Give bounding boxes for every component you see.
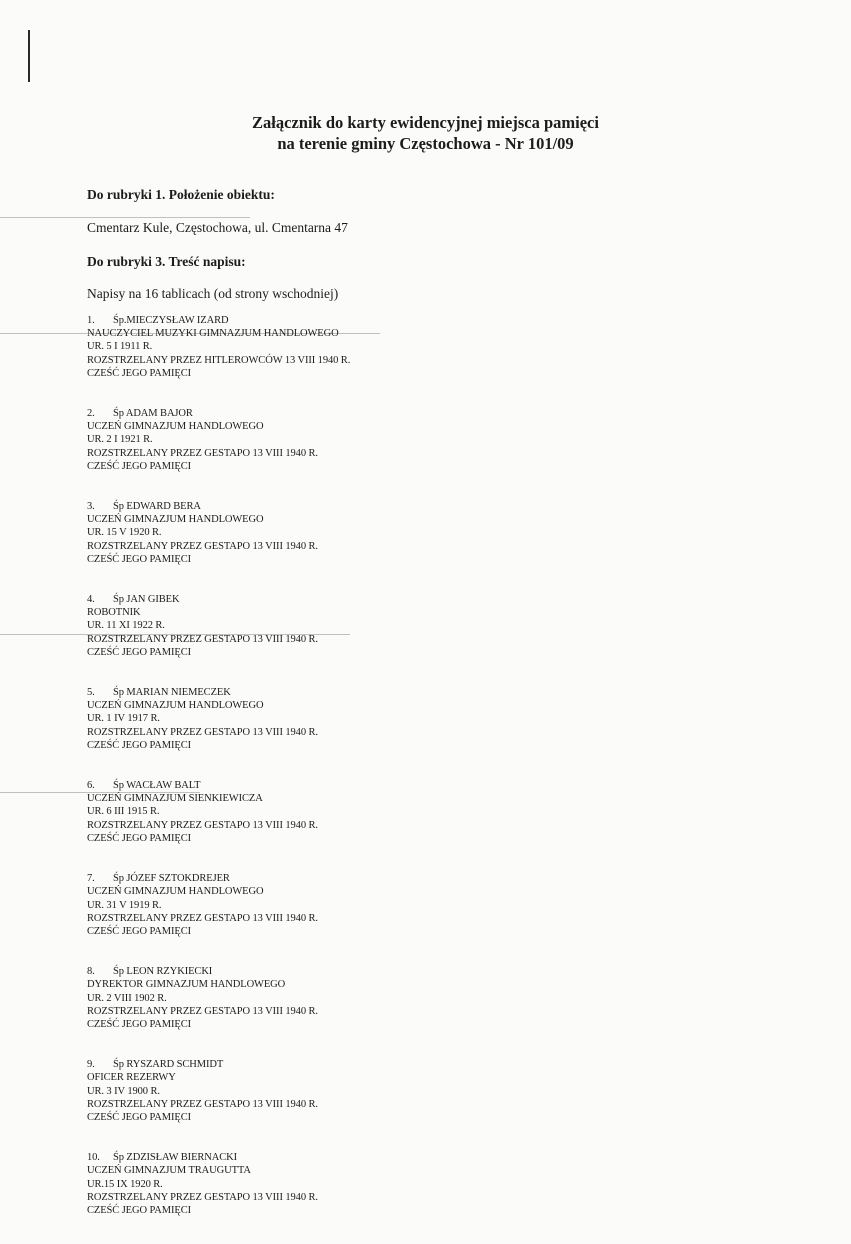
entry-death: ROZSTRZELANY PRZEZ GESTAPO 13 VIII 1940 R. (87, 540, 318, 552)
entry-name-line (87, 1058, 687, 1071)
entry-name-line (87, 872, 687, 885)
entry-name: Śp WACŁAW BALT (113, 780, 201, 792)
entry-honor: CZEŚĆ JEGO PAMIĘCI (87, 646, 191, 658)
entry-honor: CZEŚĆ JEGO PAMIĘCI (87, 367, 191, 379)
entry-name: Śp LEON RZYKIECKI (113, 966, 213, 978)
entry-role: UCZEŃ GIMNAZJUM TRAUGUTTA (87, 1165, 251, 1177)
document-title (0, 112, 851, 154)
entry-name: Śp ADAM BAJOR (113, 408, 193, 420)
entry-role: UCZEŃ GIMNAZJUM HANDLOWEGO (87, 700, 264, 712)
entry-death: ROZSTRZELANY PRZEZ GESTAPO 13 VIII 1940 R. (87, 1098, 318, 1110)
entry-honor: CZEŚĆ JEGO PAMIĘCI (87, 832, 191, 844)
entry-number: 10. (87, 1152, 100, 1164)
entry-number: 4. (87, 594, 95, 606)
entry-role: UCZEŃ GIMNAZJUM HANDLOWEGO (87, 421, 264, 433)
entry-number: 1. (87, 315, 95, 326)
entry-name: Śp RYSZARD SCHMIDT (113, 1059, 224, 1071)
entry-role: UCZEŃ GIMNAZJUM SIENKIEWICZA (87, 793, 263, 805)
location-text: Cmentarz Kule, Częstochowa, ul. Cmentarna 47 (87, 220, 348, 235)
entry-role: ROBOTNIK (87, 607, 141, 619)
entry-name-line (87, 1151, 687, 1164)
entry-born: UR. 1 IV 1917 R. (87, 713, 160, 725)
entry-death: ROZSTRZELANY PRZEZ GESTAPO 13 VIII 1940 R. (87, 912, 318, 924)
inscription-list (87, 314, 687, 1244)
entry-name: Śp JÓZEF SZTOKDREJER (113, 873, 230, 885)
entry-role: DYREKTOR GIMNAZJUM HANDLOWEGO (87, 979, 286, 991)
inscription-entry (87, 500, 687, 566)
entry-honor: CZEŚĆ JEGO PAMIĘCI (87, 1204, 191, 1216)
entry-death: ROZSTRZELANY PRZEZ GESTAPO 13 VIII 1940 R. (87, 1005, 318, 1017)
entry-death: ROZSTRZELANY PRZEZ GESTAPO 13 VIII 1940 R. (87, 447, 318, 459)
entry-name: Śp.MIECZYSŁAW IZARD (113, 315, 229, 326)
entry-name-line (87, 314, 687, 327)
entry-death: ROZSTRZELANY PRZEZ GESTAPO 13 VIII 1940 R. (87, 1191, 318, 1203)
entry-born: UR. 31 V 1919 R. (87, 899, 162, 911)
entry-death: ROZSTRZELANY PRZEZ GESTAPO 13 VIII 1940 R. (87, 819, 318, 831)
entry-number: 9. (87, 1059, 95, 1071)
inscription-entry (87, 779, 687, 845)
entry-born: UR. 6 III 1915 R. (87, 806, 160, 818)
inscription-entry (87, 1151, 687, 1217)
entry-role: OFICER REZERWY (87, 1072, 176, 1084)
entry-name-line (87, 779, 687, 792)
section-3-heading: Do rubryki 3. Treść napisu: (87, 254, 246, 269)
entry-honor: CZEŚĆ JEGO PAMIĘCI (87, 553, 191, 565)
inscription-entry (87, 1058, 687, 1124)
entry-born: UR. 5 I 1911 R. (87, 341, 153, 353)
inscription-entry (87, 593, 687, 659)
entry-death: ROZSTRZELANY PRZEZ HITLEROWCÓW 13 VIII 1940 R. (87, 354, 351, 366)
entry-number: 5. (87, 687, 95, 699)
entry-role: UCZEŃ GIMNAZJUM HANDLOWEGO (87, 514, 264, 526)
entry-number: 7. (87, 873, 95, 885)
entry-role: UCZEŃ GIMNAZJUM HANDLOWEGO (87, 886, 264, 898)
entry-name-line (87, 965, 687, 978)
entry-name: Śp ZDZISŁAW BIERNACKI (113, 1152, 238, 1164)
margin-mark (28, 30, 30, 82)
entry-born: UR. 2 I 1921 R. (87, 434, 153, 446)
entry-honor: CZEŚĆ JEGO PAMIĘCI (87, 1018, 191, 1030)
title-line-2: na terenie gminy Częstochowa - Nr 101/09 (277, 134, 574, 153)
inscription-entry (87, 872, 687, 938)
entry-born: UR. 15 V 1920 R. (87, 527, 162, 539)
entry-born: UR.15 IX 1920 R. (87, 1178, 163, 1190)
entry-number: 6. (87, 780, 95, 792)
inscription-entry (87, 407, 687, 473)
scan-artifact-line (0, 217, 250, 218)
entry-name-line (87, 686, 687, 699)
inscription-entry (87, 686, 687, 752)
entry-role: NAUCZYCIEL MUZYKI GIMNAZJUM HANDLOWEGO (87, 328, 339, 340)
entry-number: 2. (87, 408, 95, 420)
entry-honor: CZEŚĆ JEGO PAMIĘCI (87, 925, 191, 937)
entry-name: Śp MARIAN NIEMECZEK (113, 687, 231, 699)
entry-born: UR. 11 XI 1922 R. (87, 620, 165, 632)
entry-name: Śp JAN GIBEK (113, 594, 180, 606)
section-1-heading: Do rubryki 1. Położenie obiektu: (87, 187, 275, 202)
entry-name-line (87, 407, 687, 420)
entry-number: 8. (87, 966, 95, 978)
entry-number: 3. (87, 501, 95, 513)
entry-born: UR. 2 VIII 1902 R. (87, 992, 167, 1004)
entry-death: ROZSTRZELANY PRZEZ GESTAPO 13 VIII 1940 R. (87, 726, 318, 738)
entry-honor: CZEŚĆ JEGO PAMIĘCI (87, 460, 191, 472)
entry-name-line (87, 593, 687, 606)
entry-born: UR. 3 IV 1900 R. (87, 1085, 160, 1097)
entry-honor: CZEŚĆ JEGO PAMIĘCI (87, 1111, 191, 1123)
inscription-intro: Napisy na 16 tablicach (od strony wschodniej) (87, 286, 339, 301)
inscription-entry (87, 314, 687, 380)
entry-honor: CZEŚĆ JEGO PAMIĘCI (87, 739, 191, 751)
entry-name: Śp EDWARD BERA (113, 501, 201, 513)
entry-death: ROZSTRZELANY PRZEZ GESTAPO 13 VIII 1940 R. (87, 633, 318, 645)
entry-name-line (87, 500, 687, 513)
inscription-entry (87, 965, 687, 1031)
title-line-1: Załącznik do karty ewidencyjnej miejsca pamięci (252, 113, 599, 132)
